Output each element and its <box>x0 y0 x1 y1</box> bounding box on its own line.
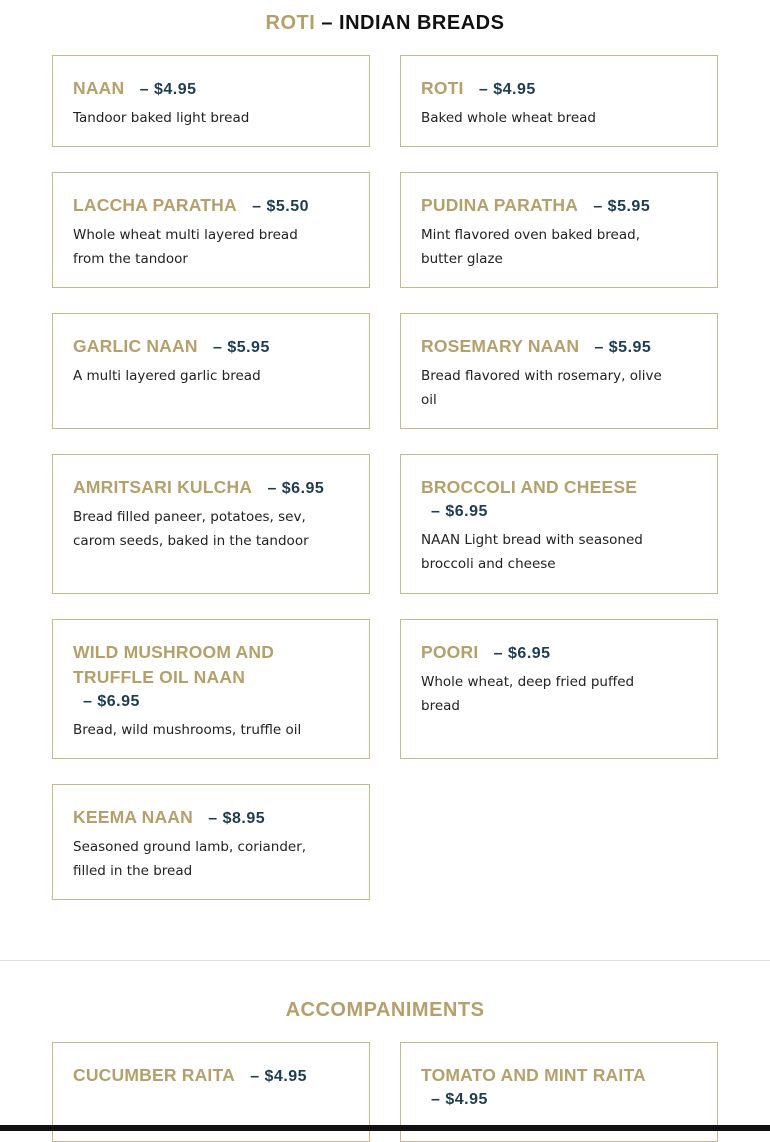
item-description: Mint flavored oven baked bread, butter glaze <box>421 227 640 267</box>
menu-item-rosemary-naan <box>400 313 718 429</box>
section-title-rest: – INDIAN BREADS <box>315 12 505 34</box>
menu-item-wild-mushroom-truffle-oil-naan <box>52 619 370 759</box>
item-price: – $4.95 <box>250 1068 308 1085</box>
item-name: CUCUMBER RAITA <box>73 1065 235 1085</box>
item-description: Bread, wild mushrooms, truffle oil <box>73 722 302 738</box>
item-price: – $5.50 <box>252 198 310 215</box>
item-name: ROTI <box>421 78 464 98</box>
item-description: Baked whole wheat bread <box>421 110 596 126</box>
accompaniments-section-title: ACCOMPANIMENTS <box>285 999 485 1021</box>
item-name: PUDINA PARATHA <box>421 195 579 215</box>
menu-item-pudina-paratha <box>400 172 718 288</box>
item-description: Bread filled paneer, potatoes, sev, carom seeds, baked in the tandoor <box>73 509 309 549</box>
item-name: AMRITSARI KULCHA <box>73 477 253 497</box>
roti-section-title <box>0 12 770 35</box>
menu-item-garlic-naan <box>52 313 370 429</box>
item-description: Bread flavored with rosemary, olive oil <box>421 368 662 408</box>
item-price: – $5.95 <box>212 339 270 356</box>
item-description: Tandoor baked light bread <box>73 110 250 126</box>
item-name: TOMATO AND MINT RAITA <box>421 1065 646 1085</box>
menu-item-amritsari-kulcha <box>52 454 370 594</box>
item-name: ROSEMARY NAAN <box>421 336 580 356</box>
item-price: – $8.95 <box>208 810 266 827</box>
section-title-accent: ROTI <box>265 12 316 34</box>
menu-item-broccoli-and-cheese <box>400 454 718 594</box>
item-price: – $6.95 <box>267 480 325 497</box>
section-divider <box>0 960 770 961</box>
item-name: POORI <box>421 642 479 662</box>
item-description: Whole wheat, deep fried puffed bread <box>421 674 635 714</box>
item-price: – $4.95 <box>478 81 536 98</box>
item-name: KEEMA NAAN <box>73 807 193 827</box>
item-price: – $5.95 <box>594 339 652 356</box>
menu-item-laccha-paratha <box>52 172 370 288</box>
item-name: BROCCOLI AND CHEESE <box>421 477 638 497</box>
item-name: GARLIC NAAN <box>73 336 198 356</box>
item-description: NAAN Light bread with seasoned broccoli and cheese <box>421 532 643 572</box>
item-price: – $6.95 <box>493 645 551 662</box>
item-price: – $4.95 <box>139 81 197 98</box>
item-description: A multi layered garlic bread <box>73 368 261 384</box>
item-name: NAAN <box>73 78 125 98</box>
menu-item-naan <box>52 55 370 147</box>
bottom-bar <box>0 1125 770 1131</box>
item-price: – $4.95 <box>431 1091 488 1108</box>
item-name: LACCHA PARATHA <box>73 195 237 215</box>
item-price: – $5.95 <box>593 198 651 215</box>
item-description: Whole wheat multi layered bread from the tandoor <box>73 227 298 267</box>
item-price: – $6.95 <box>83 693 140 710</box>
menu-item-keema-naan <box>52 784 370 900</box>
menu-item-poori <box>400 619 718 759</box>
item-description: Seasoned ground lamb, coriander, filled in the bread <box>73 839 307 879</box>
item-price: – $6.95 <box>431 503 488 520</box>
menu-item-roti <box>400 55 718 147</box>
item-name: WILD MUSHROOM AND TRUFFLE OIL NAAN <box>73 642 275 687</box>
